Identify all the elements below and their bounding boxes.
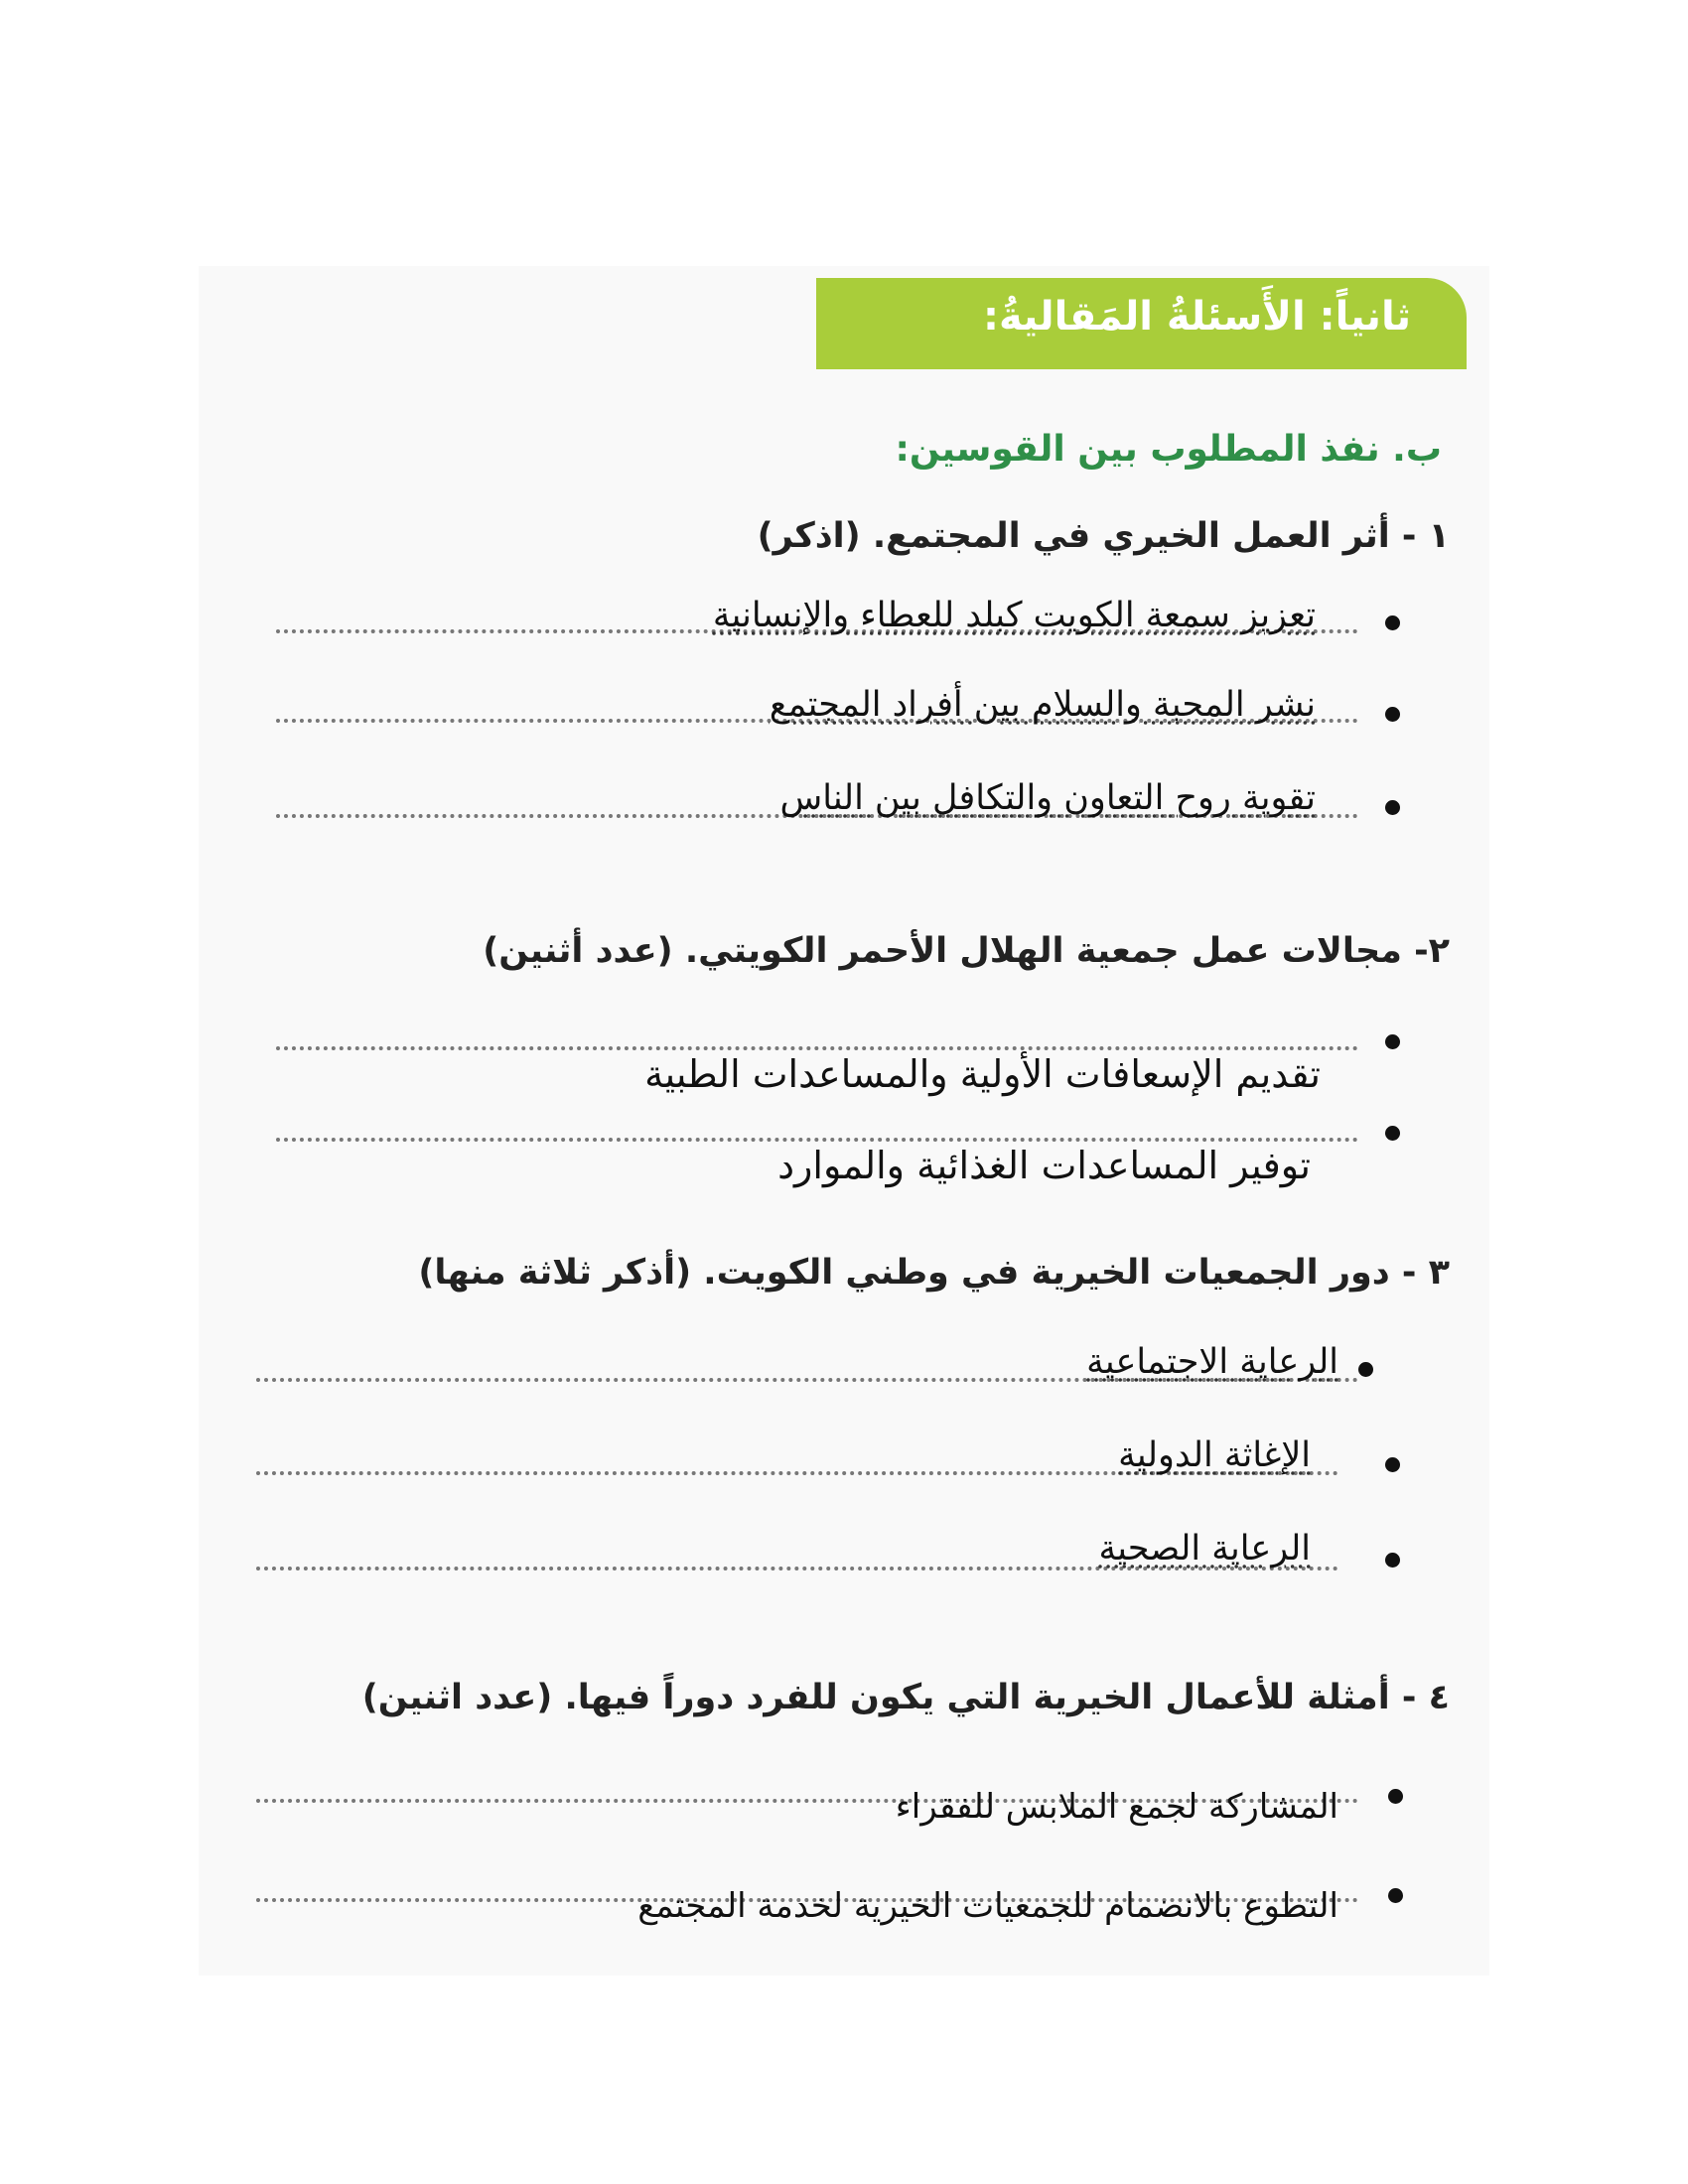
bullet-icon — [1358, 1362, 1373, 1377]
question-2: ٢- مجالات عمل جمعية الهلال الأحمر الكويتي. (عدد أثنين) — [483, 931, 1450, 971]
instruction-text: ب. نفذ المطلوب بين القوسين: — [895, 429, 1442, 470]
answer-3-1: الرعاية الاجتماعية — [1086, 1342, 1338, 1382]
answer-line — [276, 1046, 1358, 1050]
section-header — [816, 278, 1467, 369]
bullet-icon — [1385, 707, 1400, 722]
bullet-icon — [1385, 1457, 1400, 1472]
bullet-icon — [1385, 1126, 1400, 1141]
answer-3-2: الإغاثة الدولية — [1118, 1435, 1311, 1475]
answer-line — [276, 1138, 1358, 1142]
section-title: ثانياً: الأَسئلةُ المَقاليةُ: — [983, 294, 1411, 340]
question-4: ٤ - أمثلة للأعمال الخيرية التي يكون للفرد دوراً فيها. (عدد اثنين) — [361, 1678, 1450, 1717]
bullet-icon — [1388, 1789, 1403, 1804]
answer-4-1: المشاركة لجمع الملابس للفقراء — [895, 1787, 1338, 1827]
bullet-icon — [1388, 1888, 1403, 1903]
bullet-icon — [1385, 615, 1400, 630]
bullet-icon — [1385, 1034, 1400, 1049]
answer-1-1: تعزيز سمعة الكويت كبلد للعطاء والإنسانية — [712, 596, 1316, 635]
answer-2-2: توفير المساعدات الغذائية والموارد — [777, 1144, 1311, 1187]
bullet-icon — [1385, 800, 1400, 815]
question-3: ٣ - دور الجمعيات الخيرية في وطني الكويت. (أذكر ثلاثة منها) — [418, 1253, 1450, 1293]
answer-4-2: التطوع بالانضمام للجمعيات الخيرية لخدمة المجتمع — [637, 1886, 1338, 1926]
answer-3-3: الرعاية الصحية — [1098, 1529, 1311, 1569]
answer-1-3: تقوية روح التعاون والتكافل بين الناس — [779, 778, 1316, 818]
bullet-icon — [1385, 1553, 1400, 1568]
answer-2-1: تقديم الإسعافات الأولية والمساعدات الطبية — [644, 1052, 1321, 1096]
answer-1-2: نشر المحبة والسلام بين أفراد المجتمع — [769, 685, 1316, 725]
question-1: ١ - أثر العمل الخيري في المجتمع. (اذكر) — [757, 516, 1450, 556]
